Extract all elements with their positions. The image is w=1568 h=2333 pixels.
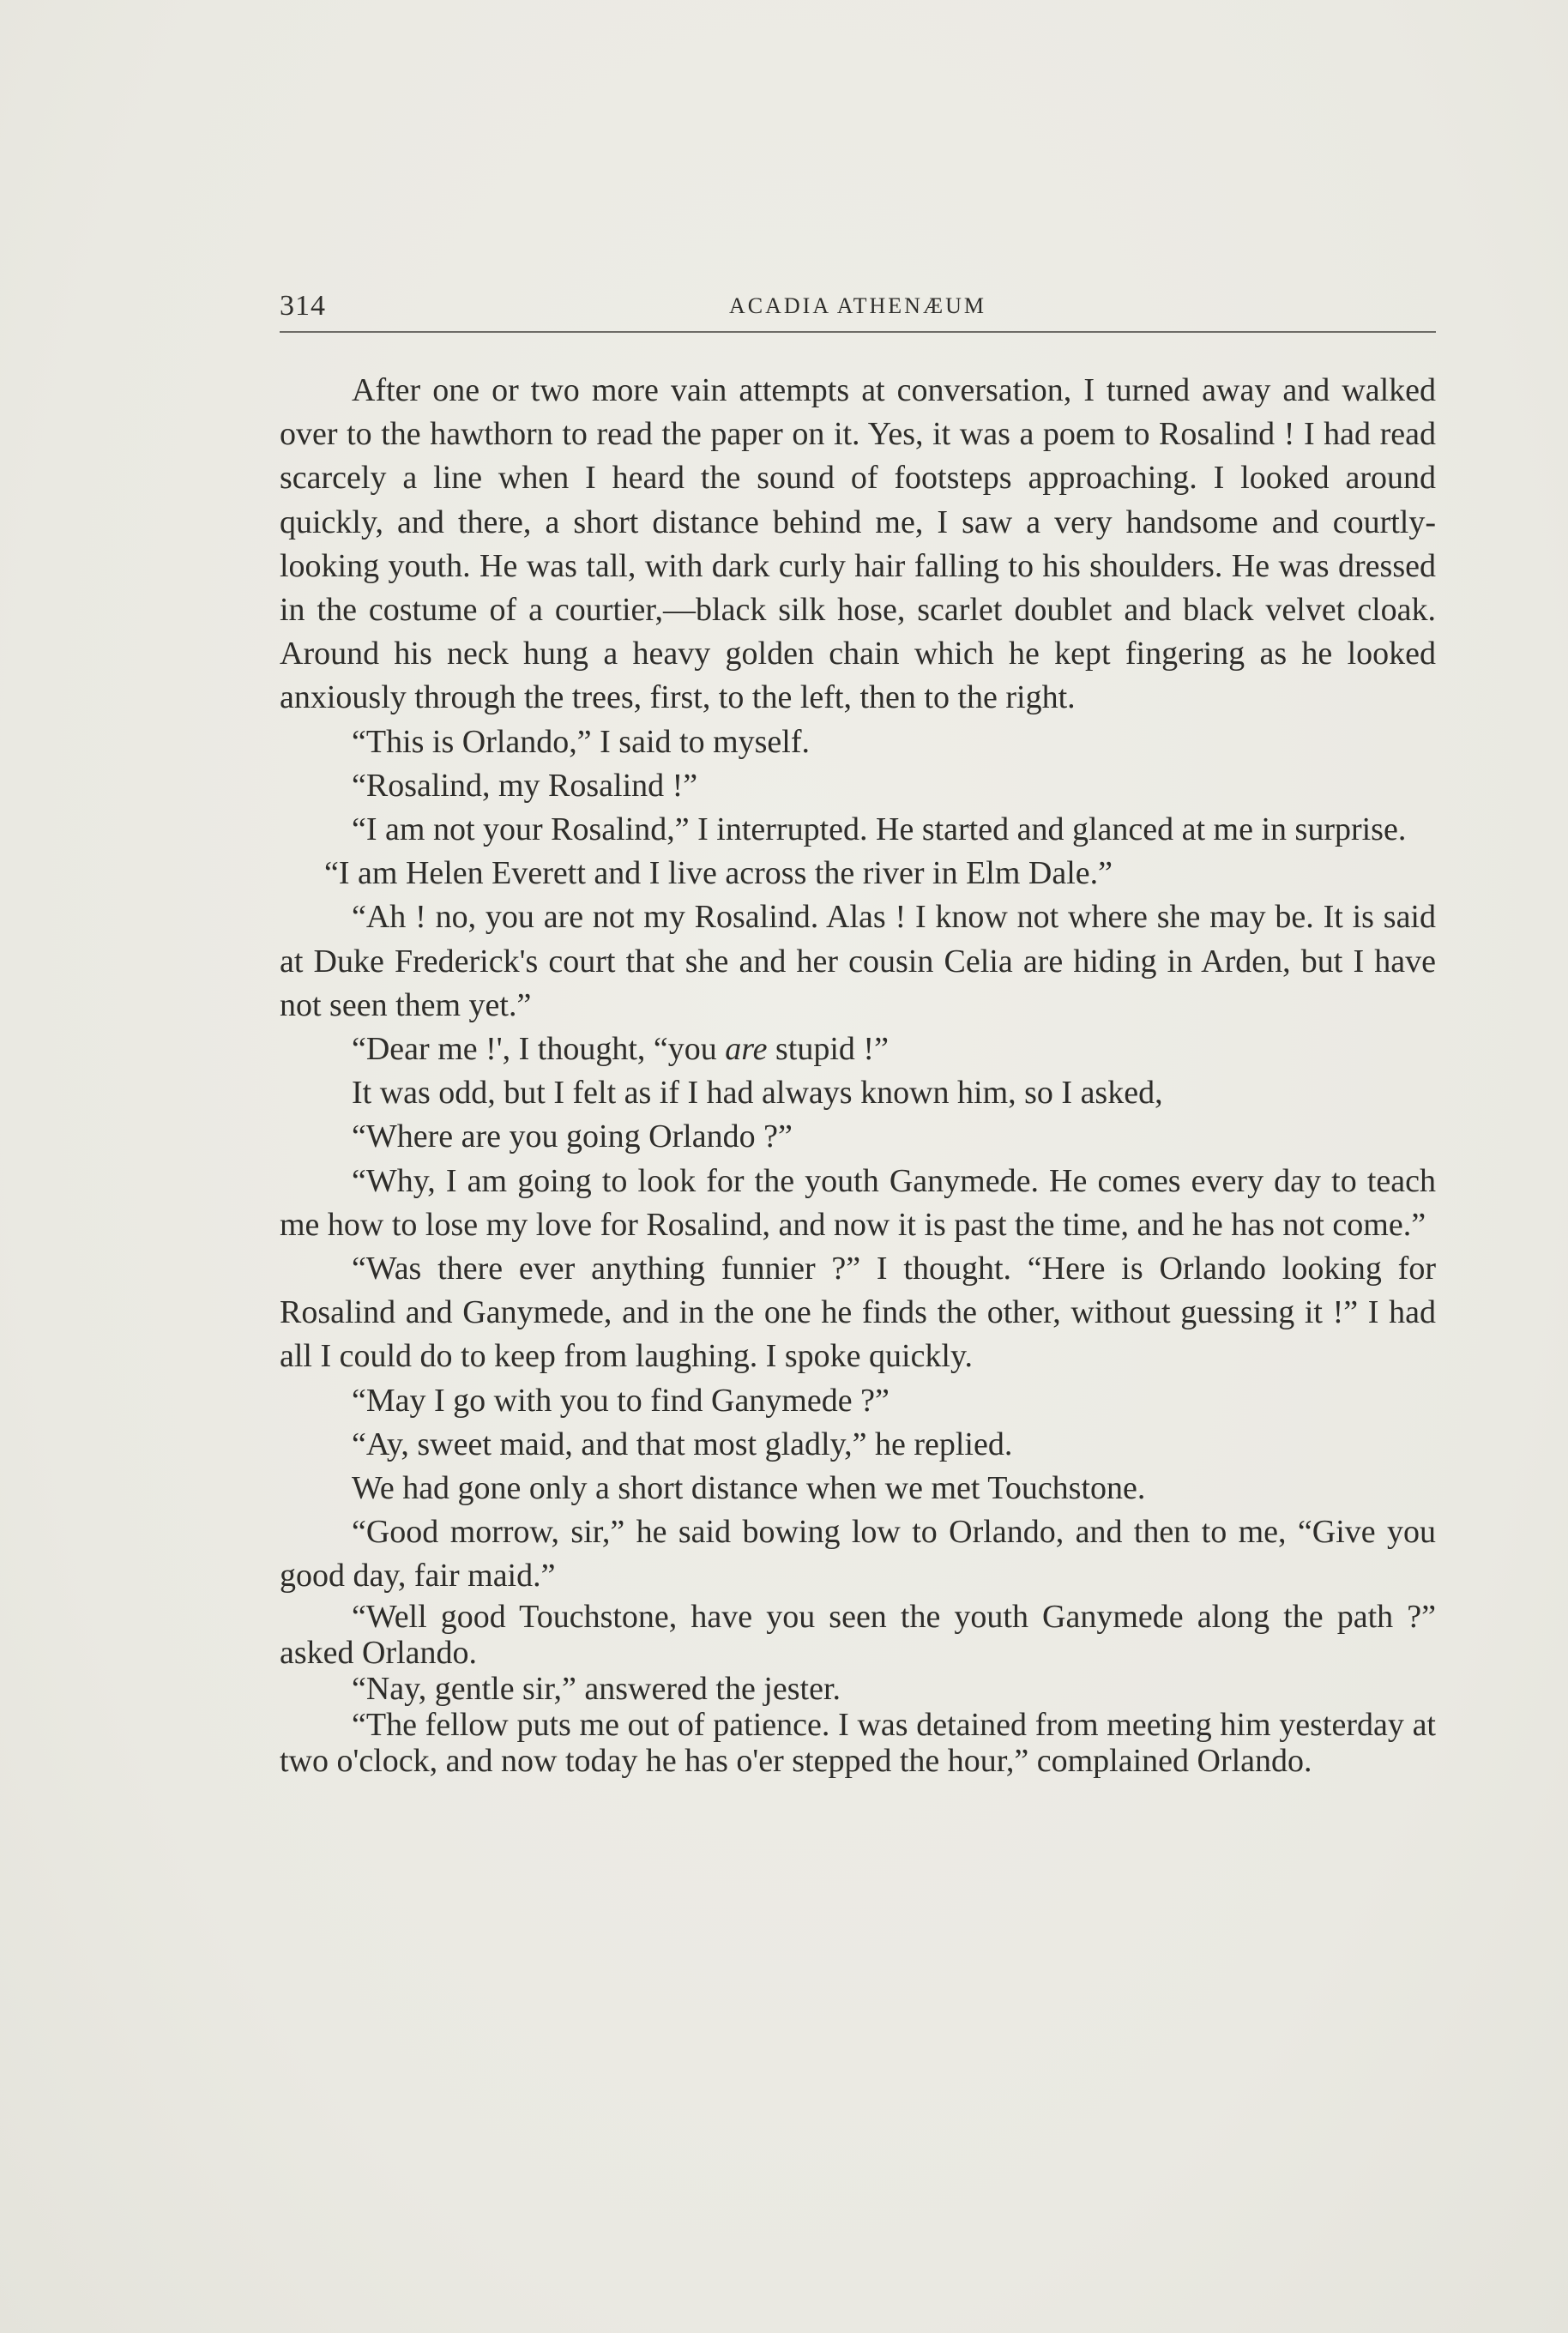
paragraph: “This is Orlando,” I said to myself. xyxy=(352,723,811,760)
paragraph: “I am not your Rosalind,” I interrupted. He started and glanced at me in surprise. xyxy=(352,811,1407,848)
dear-me-after: stupid !” xyxy=(767,1031,889,1068)
paragraph: “The fellow puts me out of patience. I was detained from meeting him yesterday at two o'clock, and now today he has o'er stepped the hour,” complained Orlando. xyxy=(280,1706,1436,1779)
paragraph: “Was there ever anything funnier ?” I thought. “Here is Orlando looking for Rosalind and Ganymede, and in the one he finds the other, without guessing it !” I had all I could do to keep from laughing. I spoke quickly. xyxy=(280,1251,1436,1375)
page-header xyxy=(280,283,1436,333)
paragraph: “Why, I am going to look for the youth Ganymede. He comes every day to teach me how to lose my love for Rosalind, and now it is past the time, and he has not come.” xyxy=(280,1162,1436,1243)
paragraph: “May I go with you to find Ganymede ?” xyxy=(352,1382,890,1419)
running-title: ACADIA ATHENÆUM xyxy=(729,293,986,318)
dear-me-before: “Dear me !', I thought, “you xyxy=(352,1031,726,1068)
paragraph: “I am Helen Everett and I live across the river in Elm Dale.” xyxy=(324,855,1113,892)
article-body xyxy=(280,369,1436,1779)
paragraph: “Where are you going Orlando ?” xyxy=(352,1118,793,1155)
paragraph: It was odd, but I felt as if I had always known him, so I asked, xyxy=(352,1075,1163,1112)
paragraph-dear-me xyxy=(280,1028,1436,1071)
paragraph: “Ah ! no, you are not my Rosalind. Alas ! I know not where she may be. It is said at Duke Frederick's court that she and her cousin Celia are hiding in Arden, but I have not seen them yet.” xyxy=(280,899,1436,1023)
page-number: 314 xyxy=(280,290,326,322)
paragraph: “Well good Touchstone, have you seen the youth Ganymede along the path ?” asked Orlando. xyxy=(280,1598,1436,1671)
dear-me-emphasis: are xyxy=(725,1031,768,1068)
paragraph: “Rosalind, my Rosalind !” xyxy=(352,767,698,804)
paragraph: After one or two more vain attempts at conversation, I turned away and walked over to the hawthorn to read the paper on it. Yes, it was a poem to Rosalind ! I had read scarcely a line when I heard the sound of footsteps approaching. I looked around quickly, and there, a short distance behind me, I saw a very handsome and courtly-looking youth. He was tall, with dark curly hair falling to his shoulders. He was dressed in the costume of a courtier,—black silk hose, scarlet doublet and black velvet cloak. Around his neck hung a heavy golden chain which he kept fingering as he looked anxiously through the trees, first, to the left, then to the right. xyxy=(280,372,1436,716)
paragraph: “Good morrow, sir,” he said bowing low to Orlando, and then to me, “Give you good day, fair maid.” xyxy=(280,1514,1436,1595)
paragraph: “Ay, sweet maid, and that most gladly,” he replied. xyxy=(352,1426,1013,1462)
paragraph: “Nay, gentle sir,” answered the jester. xyxy=(352,1670,841,1707)
paragraph: We had gone only a short distance when we met Touchstone. xyxy=(352,1470,1146,1507)
